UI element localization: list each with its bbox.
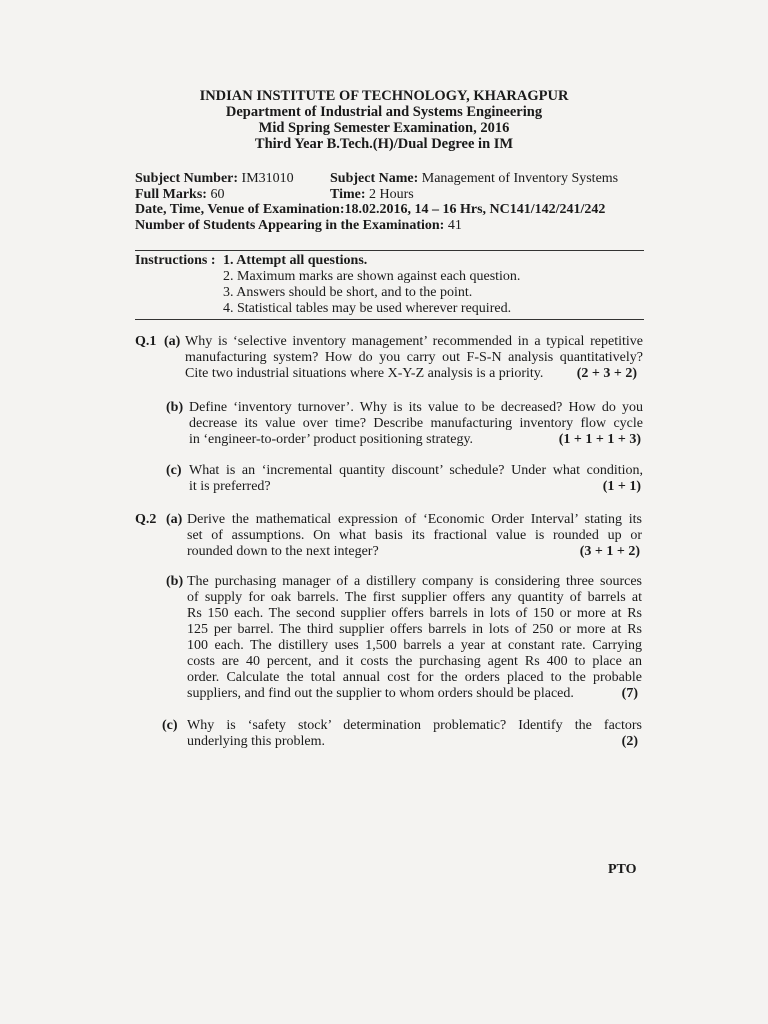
- instruction-item: 4. Statistical tables may be used wherever required.: [223, 301, 512, 316]
- time-label: Time:: [330, 186, 366, 202]
- part-label: (c): [162, 718, 178, 733]
- part-label: (a): [164, 334, 181, 349]
- instruction-item: 2. Maximum marks are shown against each question.: [223, 269, 521, 284]
- subject-number-label: Subject Number:: [135, 171, 239, 186]
- q2b-text: The purchasing manager of a distillery company is considering three sources of supply for oak barrels. The first supplier offers any quantity of barrels at Rs 150 each. The second supplier offers barrels in lots of 150 or more at Rs 125 per barrel. The third supplier offers barrels in lots of 250 or more at Rs 100 each. The distillery uses 1,500 barrels a year at constant rate. Carrying costs are 40 percent, and it costs the purchasing agent Rs 400 to place an order. Calculate the total annual cost for the orders placed to the probable suppliers, and find out the supplier to whom orders should be placed. (7): [187, 574, 642, 701]
- exam-info: [135, 171, 619, 233]
- department-name: Department of Industrial and Systems Engineering: [225, 104, 543, 120]
- marks: (2): [621, 734, 638, 749]
- students-count: 41: [447, 217, 462, 233]
- students-label: Number of Students Appearing in the Examination:: [135, 217, 445, 233]
- q1b-text: Define ‘inventory turnover’. Why is its value to be decreased? How do you decrease its value over time? Describe manufacturing inventory flow cycle in ‘engineer-to-order’ product positioning strategy. (1 + 1 + 1 + 3): [189, 400, 643, 447]
- program-name: Third Year B.Tech.(H)/Dual Degree in IM: [254, 136, 514, 152]
- marks: (2 + 3 + 2): [576, 366, 637, 381]
- part-label: (b): [166, 400, 184, 415]
- full-marks: 60: [210, 186, 225, 202]
- exam-header: [0, 88, 768, 152]
- subject-number: IM31010: [241, 171, 294, 186]
- full-marks-label: Full Marks:: [135, 186, 207, 202]
- instructions-label: Instructions :: [135, 253, 216, 268]
- q1a-text: Why is ‘selective inventory management’ recommended in a typical repetitive manufacturing system? How do you carry out F-S-N analysis quantitatively? Cite two industrial situations where X-Y-Z analysis is a priority. (2 + 3 + 2): [185, 334, 643, 381]
- part-label: (b): [166, 574, 184, 589]
- time: 2 Hours: [369, 186, 414, 202]
- question-number: Q.1: [135, 334, 157, 349]
- top-divider: [135, 250, 644, 251]
- question-number: Q.2: [135, 512, 157, 527]
- part-label: (a): [166, 512, 183, 527]
- exam-name: Mid Spring Semester Examination, 2016: [258, 120, 510, 136]
- institute-name: INDIAN INSTITUTE OF TECHNOLOGY, KHARAGPUR: [199, 88, 569, 104]
- bottom-divider: [135, 319, 644, 320]
- subject-name: Management of Inventory Systems: [421, 171, 619, 186]
- subject-name-label: Subject Name:: [330, 171, 419, 186]
- pto-label: PTO: [608, 862, 637, 877]
- part-label: (c): [166, 463, 182, 478]
- instruction-item: 3. Answers should be short, and to the point.: [223, 285, 473, 300]
- q2c-text: Why is ‘safety stock’ determination problematic? Identify the factors underlying this problem. (2): [187, 718, 642, 749]
- instructions: [135, 253, 645, 317]
- q2a-text: Derive the mathematical expression of ‘Economic Order Interval’ stating its set of assumptions. On what basis its fractional value is rounded up or rounded down to the next integer? (3 + 1 + 2): [187, 512, 642, 559]
- date-venue-line: Date, Time, Venue of Examination:18.02.2016, 14 – 16 Hrs, NC141/142/241/242: [135, 202, 606, 217]
- marks: (3 + 1 + 2): [579, 544, 640, 559]
- instruction-item: 1. Attempt all questions.: [223, 253, 368, 268]
- marks: (7): [621, 686, 638, 701]
- q1c-text: What is an ‘incremental quantity discount’ schedule? Under what condition, it is preferred? (1 + 1): [189, 463, 643, 494]
- marks: (1 + 1 + 1 + 3): [558, 432, 641, 447]
- marks: (1 + 1): [602, 479, 641, 494]
